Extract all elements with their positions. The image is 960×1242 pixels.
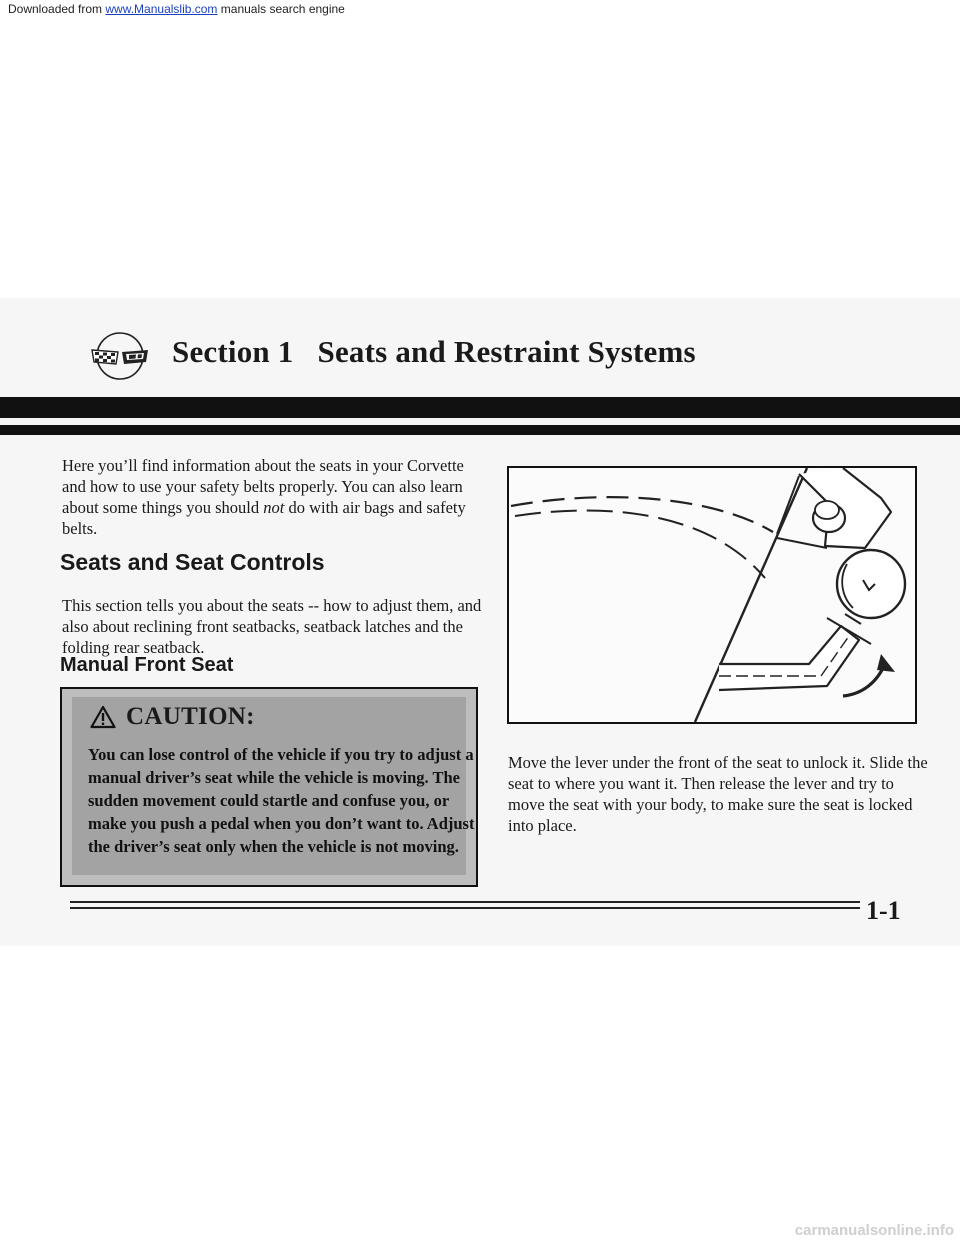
warning-triangle-icon <box>90 705 116 729</box>
caution-panel <box>72 697 475 875</box>
page-number: 1-1 <box>866 896 901 925</box>
intro-paragraph <box>62 455 482 539</box>
download-banner <box>8 2 345 16</box>
caution-text: You can lose control of the vehicle if you try to adjust a manual driver’s seat while the vehicle is moving. The sudden movement could startle and confuse you, or make you push a pedal when you don’t want to. Adjust the driver’s seat only when the vehicle is not moving. <box>88 745 475 856</box>
intro-emphasis: not <box>263 498 285 517</box>
banner-suffix: manuals search engine <box>217 2 345 16</box>
footer-rule-bottom <box>70 907 860 909</box>
section-title: Seats and Restraint Systems <box>317 334 696 369</box>
move-lever-paragraph: Move the lever under the front of the seat to unlock it. Slide the seat to where you want it. Then release the lever and try to move the seat with your body, to make sure the seat is locked into place. <box>508 753 928 835</box>
caution-header <box>90 703 255 731</box>
intro-text-start: Here you’ll find information about the seats in your Corvette and how to use your safety belts properly. You can also learn about some things you should <box>62 456 464 517</box>
caution-box <box>60 687 478 887</box>
seats-paragraph: This section tells you about the seats -- how to adjust them, and also about reclining front seatbacks, seatback latches and the folding rear seatback. <box>62 596 482 657</box>
header-bar-thin <box>0 425 960 435</box>
manual-front-seat-heading: Manual Front Seat <box>60 654 234 676</box>
seat-lever-illustration <box>507 466 917 724</box>
caution-label: CAUTION: <box>126 703 255 730</box>
corvette-flags-emblem-icon <box>80 330 160 384</box>
seats-heading: Seats and Seat Controls <box>60 549 325 575</box>
site-watermark: carmanualsonline.info <box>794 1222 954 1239</box>
manualslib-link[interactable]: www.Manualslib.com <box>105 2 218 16</box>
section-number: Section 1 <box>172 334 294 369</box>
footer-rule-top <box>70 901 860 903</box>
intro-text-end: do with air bags and safety belts. <box>62 498 466 538</box>
banner-prefix: Downloaded from <box>8 2 106 16</box>
section-heading <box>172 334 696 370</box>
header-bar-thick <box>0 397 960 418</box>
